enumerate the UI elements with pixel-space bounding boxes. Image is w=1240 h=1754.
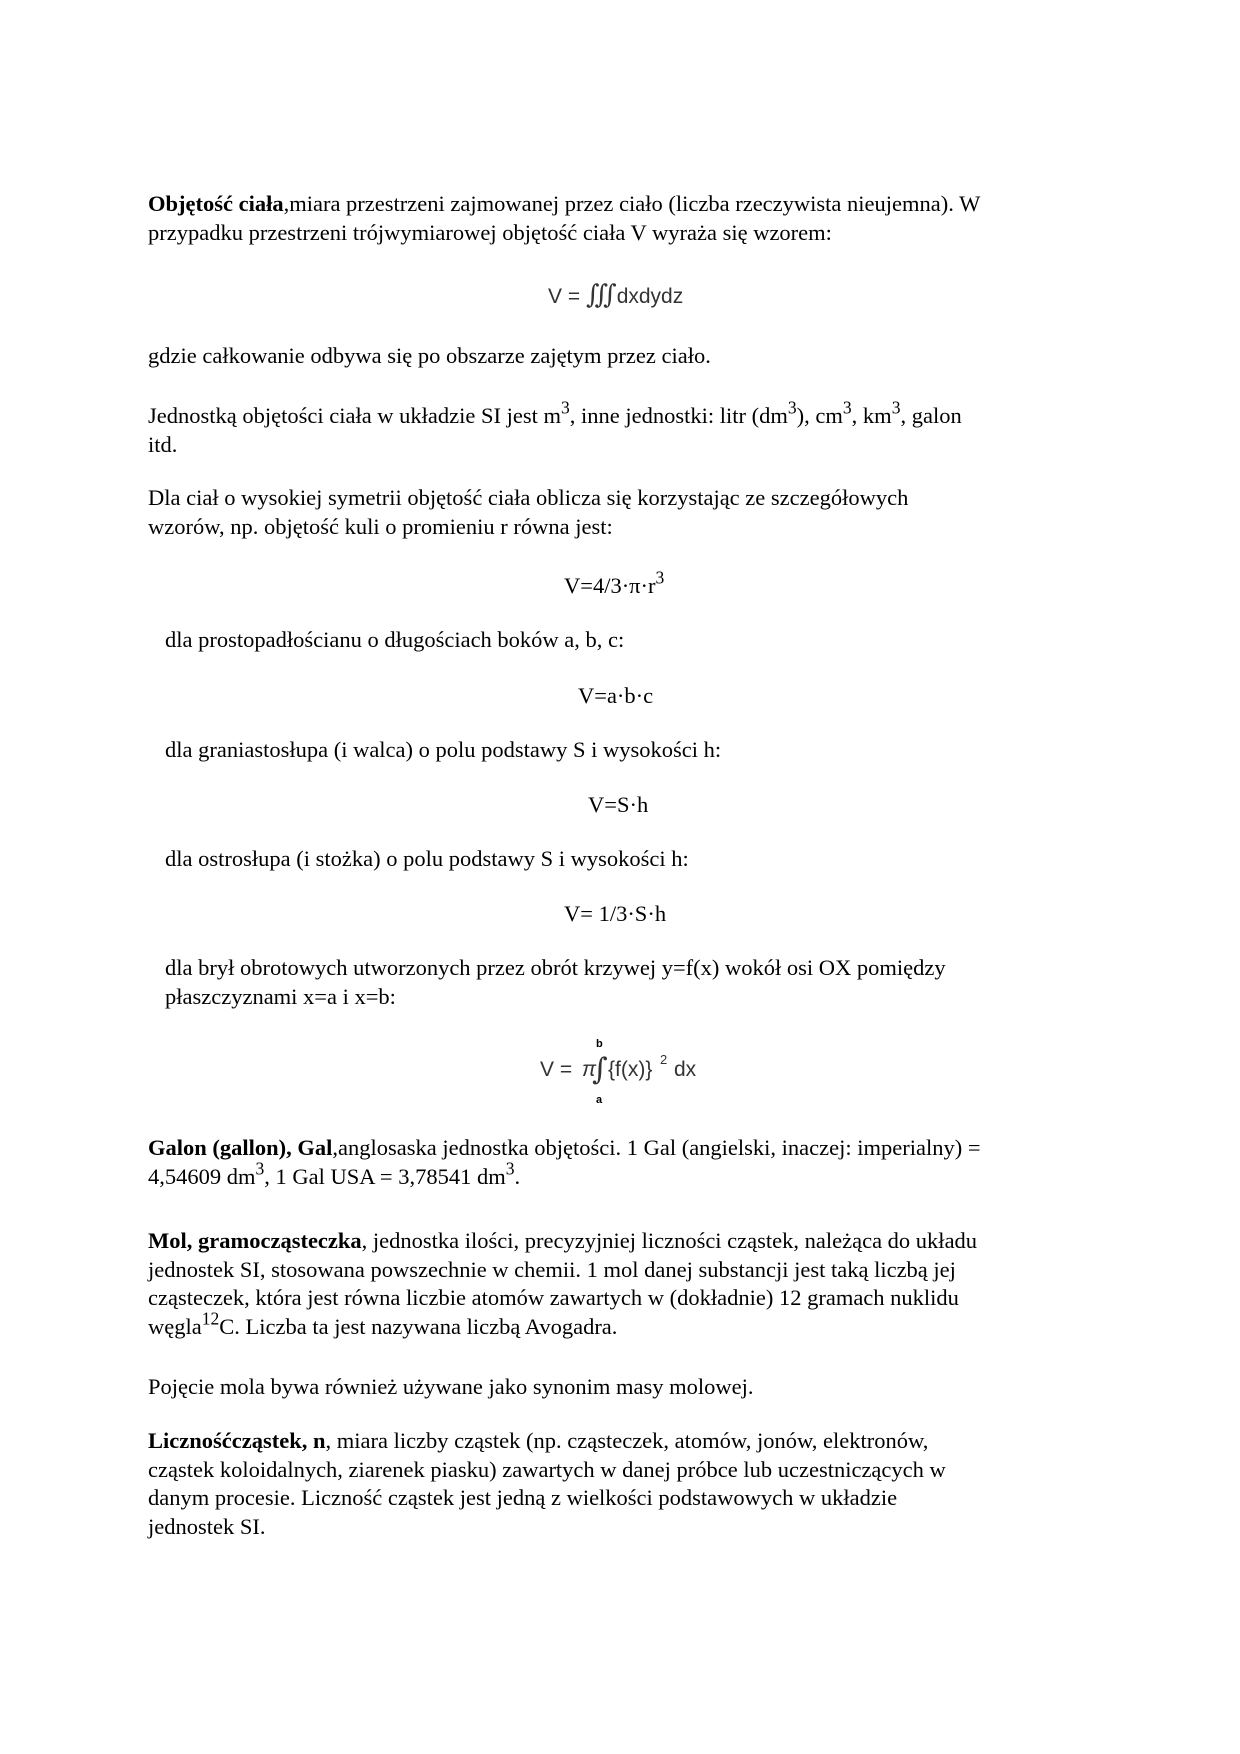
text: węgla bbox=[148, 1313, 202, 1339]
text: cząsteczek, która jest równa liczbie atomów zawartych w (dokładnie) 12 gramach nuklidu bbox=[148, 1285, 959, 1310]
formula-text: V= 1/3·S·h bbox=[564, 901, 667, 926]
term-particle-count: Licznośćcząstek, n bbox=[148, 1428, 326, 1453]
text: dla brył obrotowych utworzonych przez obrót krzywej y=f(x) wokół osi OX pomiędzy bbox=[165, 955, 946, 980]
text: Dla ciał o wysokiej symetrii objętość ciała oblicza się korzystając ze szczegółowych bbox=[148, 485, 909, 510]
paragraph-symmetric-bodies bbox=[148, 484, 908, 541]
formula-lhs: V = bbox=[540, 1058, 573, 1081]
text: C. Liczba ta jest nazywana liczbą Avogadra. bbox=[219, 1313, 618, 1339]
formula-pyramid-volume bbox=[564, 900, 666, 928]
formula-revolution-integral bbox=[540, 1038, 720, 1108]
formula-cuboid-volume bbox=[578, 682, 653, 710]
integral-symbol: ∫ bbox=[592, 1052, 608, 1087]
paragraph-integration-note bbox=[148, 342, 711, 371]
paragraph-molar-mass-note bbox=[148, 1373, 753, 1402]
formula-sphere-volume bbox=[564, 567, 665, 600]
formula-triple-integral bbox=[548, 280, 683, 310]
lower-limit: a bbox=[596, 1094, 603, 1106]
triple-integral-symbol: ∭ bbox=[585, 280, 617, 310]
text: dla prostopadłościanu o długościach boków a, b, c: bbox=[165, 627, 625, 652]
upper-limit: b bbox=[596, 1038, 603, 1050]
superscript: 12 bbox=[201, 1307, 220, 1328]
text: Jednostką objętości ciała w układzie SI jest m bbox=[148, 403, 562, 428]
text: . bbox=[514, 1163, 521, 1189]
text: Pojęcie mola bywa również używane jako synonim masy molowej. bbox=[148, 1374, 754, 1399]
superscript: 3 bbox=[505, 1157, 515, 1178]
formula-text: V=S·h bbox=[588, 792, 649, 817]
superscript: 3 bbox=[842, 397, 852, 418]
line-prism bbox=[165, 736, 721, 765]
formula-prism-volume bbox=[588, 791, 648, 819]
integrand: {f(x)} bbox=[608, 1058, 653, 1081]
superscript: 3 bbox=[787, 397, 797, 418]
line-cuboid bbox=[165, 626, 624, 655]
superscript: 3 bbox=[655, 567, 665, 588]
paragraph-mole bbox=[148, 1227, 977, 1341]
text: , miara liczby cząstek (np. cząsteczek, atomów, jonów, elektronów, bbox=[325, 1428, 929, 1453]
text: , km bbox=[851, 403, 892, 428]
paragraph-particle-count bbox=[148, 1427, 946, 1541]
paragraph-volume-definition bbox=[148, 190, 980, 247]
text: dla ostrosłupa (i stożka) o polu podstawy S i wysokości h: bbox=[165, 846, 689, 871]
pi-symbol: π bbox=[582, 1058, 597, 1081]
text: , jednostka ilości, precyzyjniej liczności cząstek, należąca do układu bbox=[361, 1228, 978, 1253]
paragraph-gallon bbox=[148, 1134, 981, 1191]
formula-lhs: V = bbox=[548, 285, 581, 308]
term-gallon: Galon (gallon), Gal bbox=[148, 1135, 333, 1160]
superscript: 3 bbox=[255, 1157, 265, 1178]
line-pyramid bbox=[165, 845, 689, 874]
superscript: 3 bbox=[561, 397, 570, 418]
paragraph-units bbox=[148, 397, 962, 459]
text: ,anglosaska jednostka objętości. 1 Gal (angielski, inaczej: imperialny) = bbox=[332, 1135, 981, 1160]
text: cząstek koloidalnych, ziarenek piasku) zawartych w danej próbce lub uczestniczących w bbox=[148, 1456, 946, 1482]
formula-rhs: dxdydz bbox=[616, 285, 684, 308]
superscript: 3 bbox=[891, 397, 901, 418]
differential: dx bbox=[674, 1058, 697, 1081]
line-solids-of-revolution bbox=[165, 954, 946, 1011]
text: itd. bbox=[148, 431, 178, 457]
text: ,miara przestrzeni zajmowanej przez ciało (liczba rzeczywista nieujemna). W bbox=[283, 191, 981, 216]
text: płaszczyznami x=a i x=b: bbox=[165, 983, 396, 1009]
text: , 1 Gal USA = 3,78541 dm bbox=[264, 1163, 506, 1189]
text: ), cm bbox=[796, 403, 843, 428]
text: gdzie całkowanie odbywa się po obszarze zajętym przez ciało. bbox=[148, 343, 711, 368]
formula-text: V=a·b·c bbox=[578, 683, 654, 708]
term-mole: Mol, gramocząsteczka bbox=[148, 1228, 362, 1253]
text: wzorów, np. objętość kuli o promieniu r równa jest: bbox=[148, 513, 613, 539]
term-volume: Objętość ciała bbox=[148, 191, 284, 216]
text: danym procesie. Liczność cząstek jest jedną z wielkości podstawowych w układzie bbox=[148, 1485, 898, 1510]
formula-text: V=4/3·π·r bbox=[564, 573, 656, 598]
text: jednostek SI. bbox=[148, 1513, 266, 1539]
text: przypadku przestrzeni trójwymiarowej objętość ciała V wyraża się wzorem: bbox=[148, 219, 832, 245]
text: , galon bbox=[900, 403, 962, 428]
text: 4,54609 dm bbox=[148, 1163, 256, 1189]
text: jednostek SI, stosowana powszechnie w chemii. 1 mol danej substancji jest taką liczbą jej bbox=[148, 1256, 956, 1282]
text: , inne jednostki: litr (dm bbox=[569, 403, 788, 428]
exponent: 2 bbox=[660, 1052, 668, 1067]
text: dla graniastosłupa (i walca) o polu podstawy S i wysokości h: bbox=[165, 737, 722, 762]
